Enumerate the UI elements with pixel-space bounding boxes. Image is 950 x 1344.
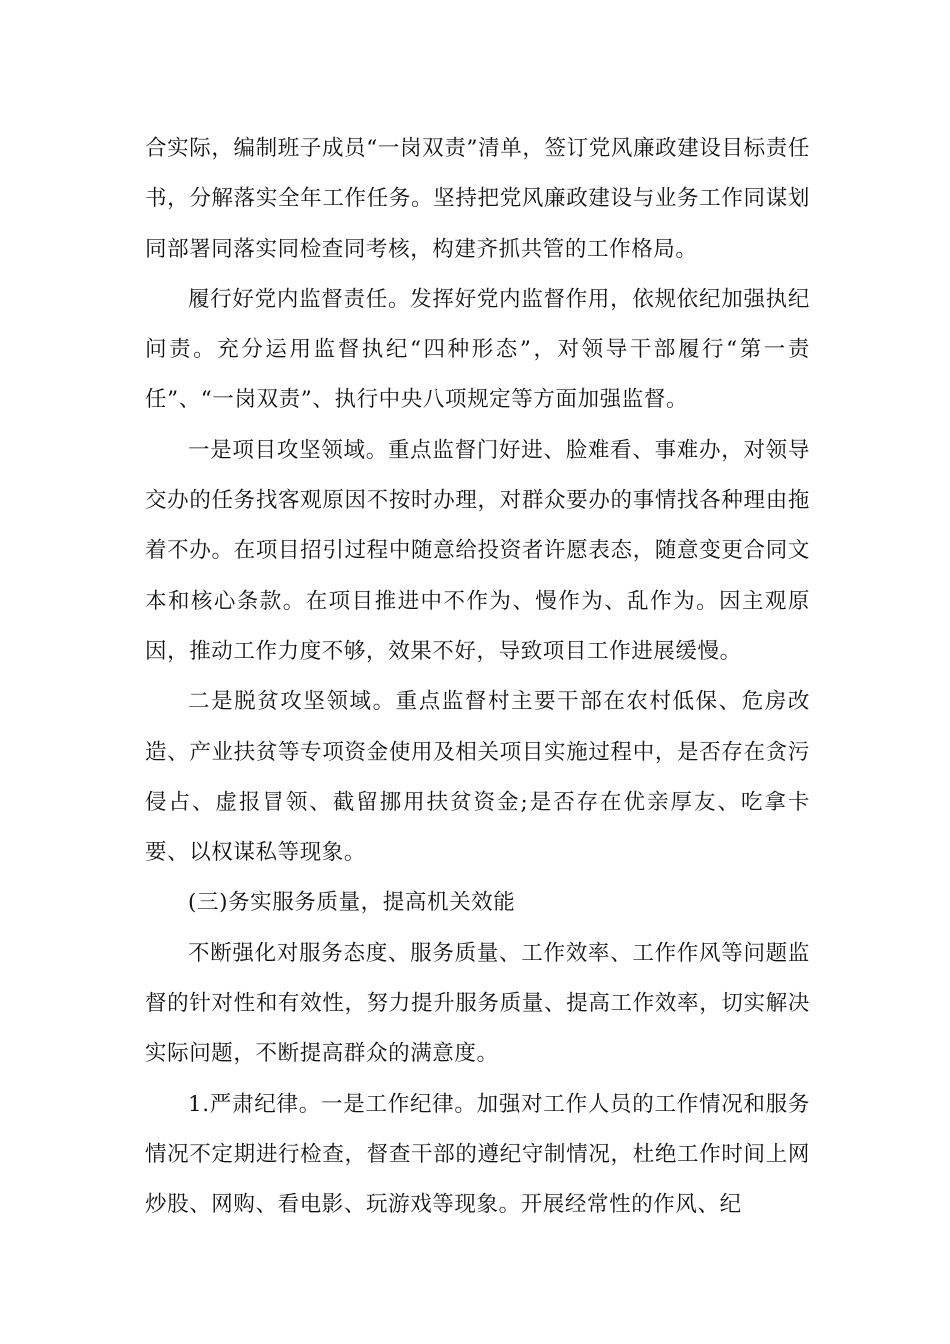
paragraph-4: 二是脱贫攻坚领域。重点监督村主要干部在农村低保、危房改造、产业扶贫等专项资金使用及相关项目实施过程中，是否存在贪污侵占、虚报冒领、截留挪用扶贫资金;是否存在优亲厚友、吃拿卡要、以权谋私等现象。 xyxy=(145,689,810,866)
paragraph-6: 1.严肃纪律。一是工作纪律。加强对工作人员的工作情况和服务情况不定期进行检查，督查干部的遵纪守制情况，杜绝工作时间上网炒股、网购、看电影、玩游戏等现象。开展经常性的作风、纪 xyxy=(145,1091,810,1218)
paragraph-5: 不断强化对服务态度、服务质量、工作效率、工作作风等问题监督的针对性和有效性，努力提升服务质量、提高工作效率，切实解决实际问题，不断提高群众的满意度。 xyxy=(145,940,810,1067)
section-heading: (三)务实服务质量，提高机关效能 xyxy=(188,890,516,916)
paragraph-2: 履行好党内监督责任。发挥好党内监督作用，依规依纪加强执纪问责。充分运用监督执纪“四种形态”，对领导干部履行“第一责任”、“一岗双责”、执行中央八项规定等方面加强监督。 xyxy=(145,286,810,413)
document-body xyxy=(145,124,810,1231)
paragraph-3: 一是项目攻坚领域。重点监督门好进、脸难看、事难办，对领导交办的任务找客观原因不按时办理，对群众要办的事情找各种理由拖着不办。在项目招引过程中随意给投资者许愿表态，随意变更合同文本和核心条款。在项目推进中不作为、慢作为、乱作为。因主观原因，推动工作力度不够，效果不好，导致项目工作进展缓慢。 xyxy=(145,437,810,664)
paragraph-1: 合实际，编制班子成员“一岗双责”清单，签订党风廉政建设目标责任书，分解落实全年工作任务。坚持把党风廉政建设与业务工作同谋划同部署同落实同检查同考核，构建齐抓共管的工作格局。 xyxy=(145,136,810,262)
